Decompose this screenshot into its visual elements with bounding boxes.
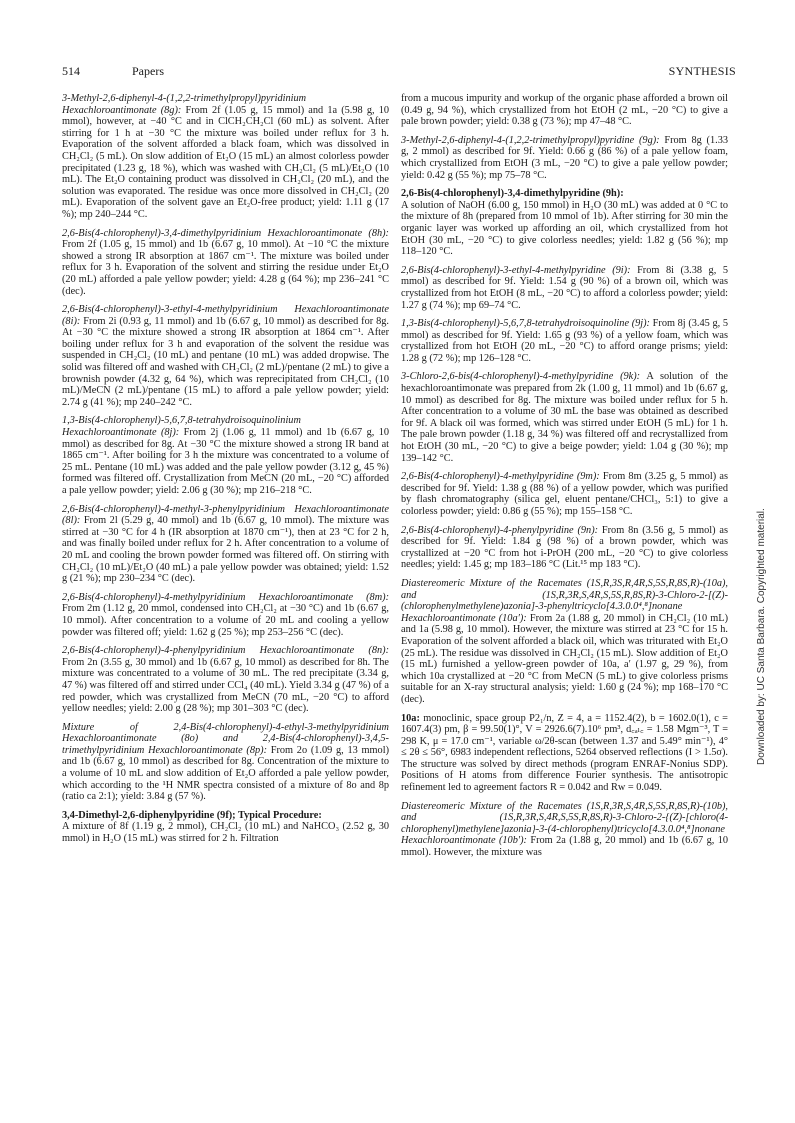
paragraph-8i bbox=[62, 304, 389, 408]
paragraph-8g bbox=[62, 93, 389, 221]
paragraph-text: From 8i (3.38 g, 5 mmol) as described for 9f. Yield: 1.54 g (90 %) of a brown oil, which was crystallized from hot EtOH (8 mL, −20 °C) to afford a colorless powder; yield: 1.27 g (74 %); mp 69–74 °C. bbox=[401, 264, 729, 311]
paragraph-9h bbox=[401, 188, 728, 258]
paragraph-9f bbox=[62, 810, 389, 845]
compound-title: Diastereomeric Mixture of the Racemates (1S,R,3S,R,4R,S,5S,R,8S,R)-(10a), and (1S,R,3R,S,4R,S,5S,R,8S,R)-3-Chloro-2-[(Z)-(chlorophenylmethylene)azonia]-3-phenyltricyclo[4.3.0.0⁴,⁸]nonane Hexachloroantimonate (10a′): bbox=[401, 577, 728, 624]
paragraph-text: From 2o (1.09 g, 13 mmol) and 1b (6.67 g, 10 mmol) as described for 8g. Concentration of the mixture to a volume of 10 mL and slow addition of Et₂O afforded a pale yellow powder, which according to the ¹H NMR spectra consisted of a mixture of 8o and 8p (ratio ca 2:1); yield: 3.84 g (57 %). bbox=[62, 744, 389, 803]
paragraph-text: From 2l (5.29 g, 40 mmol) and 1b (6.67 g, 10 mmol). The mixture was stirred at −30 °C for 4 h (IR absorption at 1870 cm⁻¹), then at 23 °C for 2 h, and was finally boiled under reflux for 2 h. After concentration to a volume of 20 mL and cooling the brown powder formed was filtered off. On stirring with CH₂Cl₂ (10 mL)/Et₂O (40 mL) a pale yellow powder was obtained; yield: 1.52 g (21 %); mp 230–234 °C (dec). bbox=[62, 515, 389, 585]
crystal-data-label: 10a: bbox=[401, 712, 420, 724]
paragraph-text: From 2n (3.55 g, 30 mmol) and 1b (6.67 g, 10 mmol) as described for 8h. The mixture was concentrated to a volume of 30 mL. The red precipitate (3.34 g, 47 %) was filtered off and stirred under CCl₄ (40 mL). Yield 3.34 g (47 %) of a red powder, which was crystallized from MeCN (70 mL, −20 °C) to afford yellow needles; yield: 2.00 g (28 %); mp 301–303 °C (dec). bbox=[62, 656, 389, 715]
paragraph-text: From 2f (1.05 g, 15 mmol) and 1a (5.98 g, 10 mmol), however, at −40 °C and in ClCH₂CH₂Cl (60 mL) as solvent. After stirring for 1 h at −30 °C the mixture was boiled under reflux for 3 h. Evaporation of the solvent afforded a black foam, which was dissolved in CH₂Cl₂ (5 mL). On slow addition of Et₂O (15 mL) an almost colorless powder precipitated (1.23 g, 18 %), which was washed with CH₂Cl₂ (5 mL)/Et₂O (10 mL). The Et₂O containing product was dissolved in CH₂Cl₂ (20 mL), and the solution was evaporated. The residue was once more dissolved in CH₂Cl₂ (20 mL). Evaporation of the solvent gave an Et₂O-free product; yield: 1.11 g (17 %); mp 240–244 °C. bbox=[62, 104, 390, 220]
paragraph-text: From 8g (1.33 g, 2 mmol) as described for 9f. Yield: 0.66 g (86 %) of a pale yellow foam, which crystallized from EtOH (3 mL, −20 °C) to give a pale yellow powder; yield: 0.42 g (55 %); mp 75–78 °C. bbox=[401, 134, 728, 181]
paragraph-text: From 2a (1.88 g, 20 mmol) and 1b (6.67 g, 10 mmol). However, the mixture was bbox=[401, 835, 728, 859]
paragraph-text: From 2m (1.12 g, 20 mmol, condensed into CH₂Cl₂ at −30 °C) and 1b (6.67 g, 10 mmol). After concentration to a volume of 20 mL and cooling a yellow powder was filtered off; yield: 1.62 g (25 %); mp 253–256 °C (dec). bbox=[62, 603, 389, 638]
paragraph-text: From 8j (3.45 g, 5 mmol) as described for 9f. Yield: 1.65 g (93 %) of a yellow foam, which was crystallized from hot EtOH (20 mL, −20 °C) to afford orange prisms; yield: 1.28 g (72 %); mp 126–128 °C. bbox=[401, 318, 728, 364]
paragraph-8l bbox=[62, 504, 389, 585]
compound-title: 2,6-Bis(4-chlorophenyl)-3-ethyl-4-methylpyridine (9i): bbox=[401, 264, 631, 276]
paragraph-8j bbox=[62, 415, 389, 496]
compound-title: 3-Methyl-2,6-diphenyl-4-(1,2,2-trimethylpropyl)pyridinium Hexachloroantimonate (8g): bbox=[62, 93, 307, 116]
download-watermark: Downloaded by: UC Santa Barbara. Copyrighted material. bbox=[756, 508, 767, 765]
paragraph-text: From 2i (0.93 g, 11 mmol) and 1b (6.67 g, 10 mmol) as described for 8g. At −30 °C the mixture showed a strong IR absorption at 1864 cm⁻¹. After boiling under reflux for 3 h and evaporation of the solvent the residue was suspended in CH₂Cl₂ (10 mL) and pentane (10 mL) was added dropwise. The solid was filtered off and washed with CH₂Cl₂ (2 mL)/pentane (2 mL) to give a brownish powder (4.32 g, 64 %), which was reprecipitated from CH₂Cl₂ (10 mL)/MeCN (2 mL)/pentane (15 mL) to afford a pale yellow powder; yield: 2.74 g (41 %); mp 240–242 °C. bbox=[62, 315, 389, 408]
compound-title: 2,6-Bis(4-chlorophenyl)-4-methylpyridinium Hexachloroantimonate (8m): bbox=[62, 591, 389, 603]
paragraph-continuation bbox=[401, 93, 728, 128]
paragraph-text: From 2a (1.88 g, 20 mmol) in CH₂Cl₂ (10 mL) and 1a (5.98 g, 10 mmol). However, the mixture was stirred at 23 °C for 15 h. Evaporation of the solvent afforded a black oil, which was triturated with Et₂O (25 mL). The residue was dissolved in CH₂Cl₂ (15 mL). Slow addition of Et₂O (15 mL) furnished a yellow-green powder of 10a, a′ (1.97 g, 29 %), from which 10a crystallized at −20 °C from MeCN (5 mL) to give colorless prisms suitable for an X-ray structural analysis; yield: 1.60 g (24 %); mp 168–170 °C (dec). bbox=[401, 612, 729, 705]
page-number: 514 bbox=[62, 64, 80, 78]
paragraph-9g bbox=[401, 135, 728, 181]
compound-title: 2,6-Bis(4-chlorophenyl)-4-phenylpyridinium Hexachloroantimonate (8n): bbox=[62, 645, 389, 657]
paragraph-text: From 2j (1.06 g, 11 mmol) and 1b (6.67 g, 10 mmol) as described for 8g. At −30 °C the mixture showed a strong IR band at 1865 cm⁻¹. After boiling for 3 h the mixture was concentrated to a volume of 25 mL. Pentane (10 mL) was added and the pale yellow powder (3.12 g, 45 %) formed was filtered off. Crystallization from MeCN (20 mL, −20 °C) afforded a pale yellow powder; yield: 2.06 g (30 %); mp 216–218 °C. bbox=[62, 427, 389, 496]
paragraph-8m bbox=[62, 592, 389, 638]
procedure-heading: 2,6-Bis(4-chlorophenyl)-3,4-dimethylpyridine (9h): bbox=[401, 188, 624, 200]
paragraph-10a bbox=[401, 578, 728, 706]
compound-title: Diastereomeric Mixture of the Racemates (1S,R,3R,S,4R,S,5S,R,8S,R)-(10b), and (1S,R,3R,S,4R,S,5S,R,8S,R)-3-Chloro-2-{(Z)-[chloro(4-chlorophenyl)methylene]azonia}-3-(4-chlorophenyl)tricyclo[4.3.0.0⁴,⁸]nonane Hexachloroantimonate (10b′): bbox=[401, 800, 728, 847]
compound-title: Mixture of 2,4-Bis(4-chlorophenyl)-4-ethyl-3-methylpyridinium Hexachloroantimonate (8o) and 2,4-Bis(4-chlorophenyl)-3,4,5-trimethylpyridinium Hexachloroantimonate (8p): bbox=[62, 721, 389, 756]
compound-title: 2,6-Bis(4-chlorophenyl)-3,4-dimethylpyridinium Hexachloroantimonate (8h): bbox=[62, 227, 389, 239]
paragraph-8n bbox=[62, 645, 389, 715]
paragraph-8o-8p bbox=[62, 722, 389, 803]
compound-title: 2,6-Bis(4-chlorophenyl)-3-ethyl-4-methylpyridinium Hexachloroantimonate (8i): bbox=[62, 304, 389, 327]
section-label: Papers bbox=[132, 64, 164, 78]
compound-title: 2,6-Bis(4-chlorophenyl)-4-methyl-3-phenylpyridinium Hexachloroantimonate (8l): bbox=[62, 503, 389, 527]
compound-title: 3-Methyl-2,6-diphenyl-4-(1,2,2-trimethylpropyl)pyridine (9g): bbox=[401, 134, 660, 146]
paragraph-9j bbox=[401, 318, 728, 364]
paragraph-9k bbox=[401, 371, 728, 464]
journal-name: SYNTHESIS bbox=[668, 64, 736, 78]
compound-title: 3-Chloro-2,6-bis(4-chlorophenyl)-4-methylpyridine (9k): bbox=[401, 371, 641, 383]
right-column bbox=[401, 93, 728, 866]
paragraph-crystal-data bbox=[401, 713, 728, 794]
compound-title: 1,3-Bis(4-chlorophenyl)-5,6,7,8-tetrahydroisoquinoline (9j): bbox=[401, 318, 650, 330]
paragraph-text: From 8m (3.25 g, 5 mmol) as described for 9f. Yield: 1.38 g (88 %) of a yellow powder, which was purified by flash chromatography (silica gel, eluent pentane/CHCl₃, 5:1) to give a colorless powder; yield: 0.86 g (55 %); mp 155–158 °C. bbox=[401, 471, 728, 517]
compound-title: 2,6-Bis(4-chlorophenyl)-4-methylpyridine (9m): bbox=[401, 471, 600, 483]
paragraph-text: A solution of the hexachloroantimonate was prepared from 2k (1.00 g, 11 mmol) and 1b (6.67 g, 10 mmol) as described for 8g. The mixture was boiled under reflux for 5 h. After concentration to a volume of 30 mL the base was obtained as described for 9f. A black oil was formed, which was stirred under EtOH (5 mL) for 1 h. The pale brown powder (1.18 g, 34 %) was filtered off and recrystallized from hot EtOH (30 mL, −20 °C) to give a beige powder; yield: 1.04 g (30 %); mp 139–142 °C. bbox=[401, 371, 728, 464]
paragraph-text: monoclinic, space group P2₁/n, Z = 4, a = 1152.4(2), b = 1602.0(1), c = 1607.4(3) pm, β = 99.50(1)°, V = 2926.6(7).10⁶ pm³, d꜀ₐₗ꜀ = 1.58 Mgm⁻³, T = 298 K, μ = 17.0 cm⁻¹, variable ω/2θ-scan (between 1.37 and 5.49° min⁻¹), 4° ≤ 2θ ≤ 56°, 6983 independent reflections, 5264 observed reflections (I > 1.5σ). The structure was solved by direct methods (program ENRAF-Nonius SDP). Positions of H atoms from difference Fourier synthesis. The antisotropic refinement led to agreement factors R = 0.042 and Rw = 0.049. bbox=[401, 712, 728, 794]
compound-title: 1,3-Bis(4-chlorophenyl)-5,6,7,8-tetrahydroisoquinolinium Hexachloroantimonate (8j): bbox=[62, 415, 301, 439]
procedure-heading: 3,4-Dimethyl-2,6-diphenylpyridine (9f); Typical Procedure: bbox=[62, 809, 322, 821]
paragraph-text: from a mucous impurity and workup of the organic phase afforded a brown oil (0.49 g, 94 %), which crystallized from hot EtOH (2 mL, −20 °C) to give a pale brown powder; yield: 0.38 g (73 %); mp 47–48 °C. bbox=[401, 93, 728, 128]
left-column bbox=[62, 93, 389, 852]
paragraph-text: From 8n (3.56 g, 5 mmol) as described for 9f. Yield: 1.84 g (98 %) of a brown powder, which was crystallized at −20 °C from hot i-PrOH (200 mL, −20 °C) to give colorless needles; yield: 1.45 g; mp 183–186 °C (Lit.¹⁵ mp 183 °C). bbox=[401, 524, 728, 571]
paragraph-text: A solution of NaOH (6.00 g, 150 mmol) in H₂O (30 mL) was added at 0 °C to the mixture of 8h (prepared from 10 mmol of 1b). After stirring for 30 min the organic layer was worked up affording an oil, which crystallized from hot EtOH (30 mL, −20 °C) to give colorless needles; yield: 1.82 g (56 %); mp 118–120 °C. bbox=[401, 199, 728, 258]
paragraph-10b bbox=[401, 801, 728, 859]
page-header bbox=[62, 64, 736, 80]
compound-title: 2,6-Bis(4-chlorophenyl)-4-phenylpyridine (9n): bbox=[401, 524, 599, 536]
paragraph-8h bbox=[62, 228, 389, 298]
paragraph-text: From 2f (1.05 g, 15 mmol) and 1b (6.67 g, 10 mmol). At −10 °C the mixture showed a strong IR absorption at 1867 cm⁻¹. The mixture was boiled under reflux for 3 h. Evaporation of the solvent and stirring the residue under Et₂O (20 mL) afforded a pale yellow powder; yield: 4.28 g (64 %); mp 236–241 °C (dec). bbox=[62, 239, 389, 297]
paragraph-9n bbox=[401, 525, 728, 571]
paragraph-9i bbox=[401, 265, 728, 311]
paragraph-text: A mixture of 8f (1.19 g, 2 mmol), CH₂Cl₂ (10 mL) and NaHCO₃ (2.52 g, 30 mmol) in H₂O (15 mL) was stirred for 2 h. Filtration bbox=[62, 821, 389, 845]
paragraph-9m bbox=[401, 471, 728, 517]
